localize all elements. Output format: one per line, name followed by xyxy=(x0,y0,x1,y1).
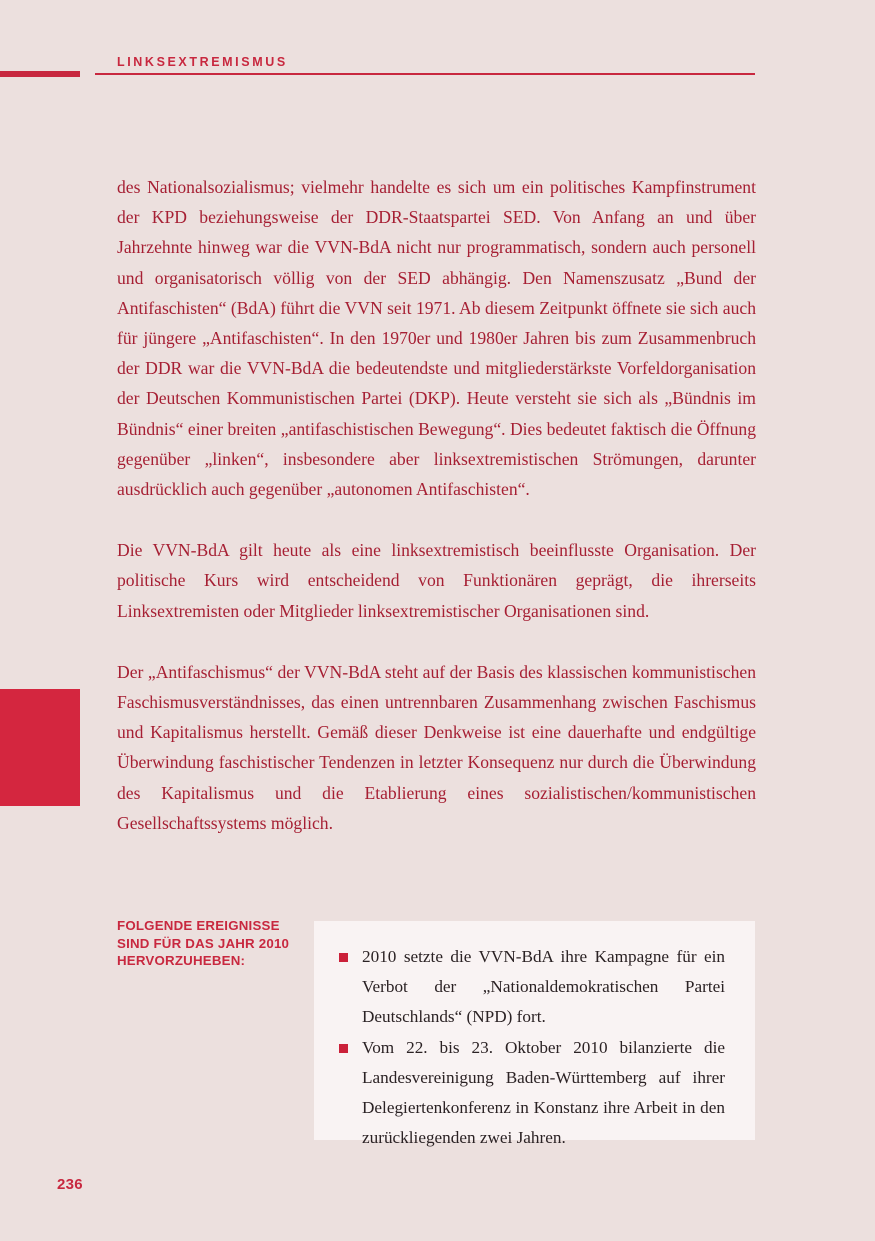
list-item xyxy=(338,1033,725,1154)
body-paragraph-2: Die VVN-BdA gilt heute als eine linksextremistisch beeinflusste Organisation. Der politische Kurs wird entscheidend von Funktionären geprägt, die ihrerseits Linksextremisten oder Mitglieder linksextremistischer Organisationen sind. xyxy=(117,540,756,621)
callout-list xyxy=(338,942,725,1153)
square-bullet-icon xyxy=(339,1044,348,1053)
page-number: 236 xyxy=(57,1176,83,1193)
square-bullet-icon xyxy=(339,953,348,962)
header-rule xyxy=(95,73,755,75)
list-item xyxy=(338,942,725,1033)
callout-caption: FOLGENDE EREIGNISSE SIND FÜR DAS JAHR 2010 HERVORZUHEBEN: xyxy=(117,918,290,968)
list-item-text: Vom 22. bis 23. Oktober 2010 bilanzierte die Landesvereinigung Baden-Württemberg auf ihrer Delegiertenkonferenz in Konstanz ihre Arbeit in den zurückliegenden zwei Jahren. xyxy=(362,1037,725,1148)
callout-box xyxy=(314,921,755,1148)
margin-accent-block xyxy=(0,689,80,806)
header-accent-bar xyxy=(0,71,80,77)
list-item-text: 2010 setzte die VVN-BdA ihre Kampagne für ein Verbot der „Nationaldemokratischen Partei Deutschlands“ (NPD) fort. xyxy=(362,947,725,1027)
section-title: LINKSEXTREMISMUS xyxy=(117,55,288,69)
body-paragraph-1: des Nationalsozialismus; vielmehr handelte es sich um ein politisches Kampfinstrument der KPD beziehungsweise der DDR-Staatspartei SED. Von Anfang an und über Jahrzehnte hinweg war die VVN-BdA nicht nur programmatisch, sondern auch personell und organisatorisch völlig von der SED abhängig. Den Namenszusatz „Bund der Antifaschisten“ (BdA) führt die VVN seit 1971. Ab diesem Zeitpunkt öffnete sie sich auch für jüngere „Antifaschisten“. In den 1970er und 1980er Jahren bis zum Zusammenbruch der DDR war die VVN-BdA die bedeutendste und mitgliederstärkste Vorfeldorganisation der Deutschen Kommunistischen Partei (DKP). Heute versteht sie sich als „Bündnis im Bündnis“ einer breiten „antifaschistischen Bewegung“. Dies bedeutet faktisch die Öffnung gegenüber „linken“, insbesondere aber linksextremistischen Strömungen, darunter ausdrücklich auch gegenüber „autonomen Antifaschisten“. xyxy=(117,177,756,500)
body-text-column xyxy=(117,172,756,838)
body-paragraph-3: Der „Antifaschismus“ der VVN-BdA steht auf der Basis des klassischen kommunistischen Faschismusverständnisses, das einen untrennbaren Zusammenhang zwischen Faschismus und Kapitalismus herstellt. Gemäß dieser Denkweise ist eine dauerhafte und endgültige Überwindung faschistischer Tendenzen in letzter Konsequenz nur durch die Überwindung des Kapitalismus und die Etablierung eines sozialistischen/kommunistischen Gesellschaftssystems möglich. xyxy=(117,661,756,833)
